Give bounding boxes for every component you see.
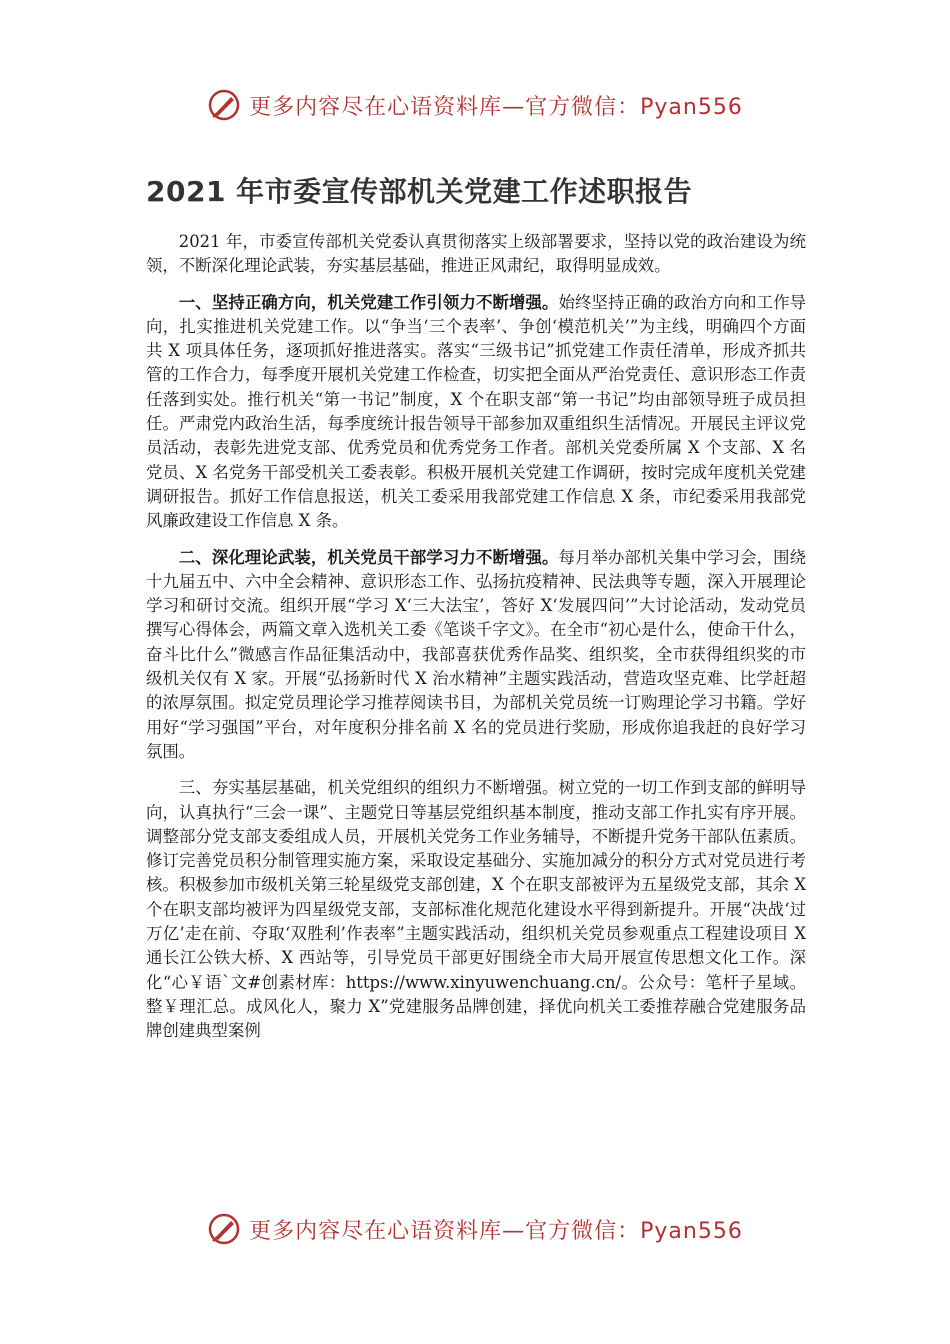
section-heading: 一、坚持正确方向，机关党建工作引领力不断增强。 [178, 292, 559, 312]
banner-text: 更多内容尽在心语资料库—官方微信：Pyan556 [249, 1218, 743, 1244]
footer-banner [0, 1206, 950, 1252]
section-heading: 三、夯实基层基础，机关党组织的组织力不断增强。 [178, 778, 559, 798]
section-paragraph [146, 776, 806, 1043]
section-paragraph [146, 546, 806, 765]
intro-paragraph: 2021 年，市委宣传部机关党委认真贯彻落实上级部署要求，坚持以党的政治建设为统领，不断深化理论武装，夯实基层基础，推进正风肃纪，取得明显成效。 [146, 232, 806, 276]
header-banner [0, 82, 950, 128]
quill-pen-icon [207, 88, 241, 122]
section-body: 树立党的一切工作到支部的鲜明导向，认真执行“三会一课”、主题党日等基层党组织基本制度，推动支部工作扎实有序开展。调整部分党支部支委组成人员，开展机关党务工作业务辅导，不断提升党务干部队伍素质。修订完善党员积分制管理实施方案，采取设定基础分、实施加减分的积分方式对党员进行考核。积极参加市级机关第三轮星级党支部创建，X 个在职支部被评为五星级党支部，其余 X 个在职支部均被评为四星级党支部，支部标准化规范化建设水平得到新提升。开展“决战‘过万亿’走在前、夺取‘双胜利’作表率”主题实践活动，组织机关党员参观重点工程建设项目 X 通长江公铁大桥、X 西站等，引导党员干部更好围绕全市大局开展宣传思想文化工作。深化“心￥语`文#创素材库：https://www.xinyuwenchuang.cn/。公众号：笔杆子星域。整￥理汇总。成风化人，聚力 X”党建服务品牌创建，择优向机关工委推荐融合党建服务品牌创建典型案例 [146, 778, 807, 1041]
document-title: 2021 年市委宣传部机关党建工作述职报告 [146, 175, 693, 208]
section-paragraph [146, 291, 806, 534]
section-heading: 二、深化理论武装，机关党员干部学习力不断增强。 [178, 547, 559, 567]
section-body: 始终坚持正确的政治方向和工作导向，扎实推进机关党建工作。以“争当‘三个表率’、争创‘模范机关’”为主线，明确四个方面共 X 项具体任务，逐项抓好推进落实。落实“三级书记”抓党建工作责任清单，形成齐抓共管的工作合力，每季度开展机关党建工作检查，切实把全面从严治党责任、意识形态工作责任落到实处。推行机关“第一书记”制度，X 个在职支部“第一书记”均由部领导班子成员担任。严肃党内政治生活，每季度统计报告领导干部参加双重组织生活情况。开展民主评议党员活动，表彰先进党支部、优秀党员和优秀党务工作者。部机关党委所属 X 个支部、X 名党员、X 名党务干部受机关工委表彰。积极开展机关党建工作调研，按时完成年度机关党建调研报告。抓好工作信息报送，机关工委采用我部党建工作信息 X 条，市纪委采用我部党风廉政建设工作信息 X 条。 [146, 292, 807, 531]
document-body [146, 230, 806, 1056]
quill-pen-icon [207, 1212, 241, 1246]
banner-text: 更多内容尽在心语资料库—官方微信：Pyan556 [249, 94, 743, 120]
section-body: 每月举办部机关集中学习会，围绕十九届五中、六中全会精神、意识形态工作、弘扬抗疫精神、民法典等专题，深入开展理论学习和研讨交流。组织开展“学习 X‘三大法宝’，答好 X‘发展四问’”大讨论活动，发动党员撰写心得体会，两篇文章入选机关工委《笔谈千字文》。在全市“初心是什么，使命干什么，奋斗比什么”微感言作品征集活动中，我部喜获优秀作品奖、组织奖，全市获得组织奖的市级机关仅有 X 家。开展“弘扬新时代 X 治水精神”主题实践活动，营造攻坚克难、比学赶超的浓厚氛围。拟定党员理论学习推荐阅读书目，为部机关党员统一订购理论学习书籍。学好用好“学习强国”平台，对年度积分排名前 X 名的党员进行奖励，形成你追我赶的良好学习氛围。 [146, 547, 807, 761]
